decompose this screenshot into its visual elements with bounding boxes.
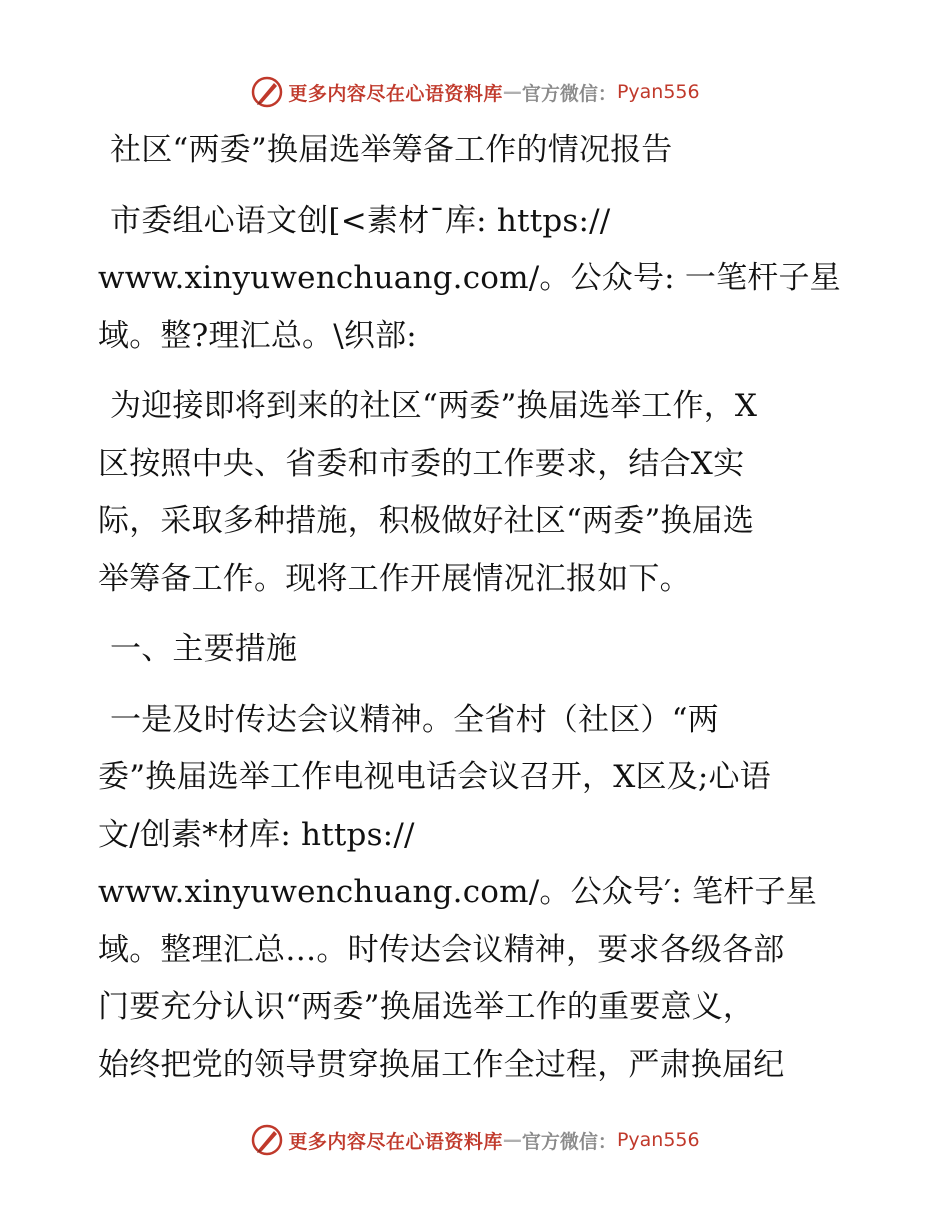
para3-line-1: 一是及时传达会议精神。全省村（社区）“两 bbox=[110, 701, 719, 738]
banner-main-text: 更多内容尽在心语资料库 bbox=[288, 82, 503, 105]
para3-line-5: 域。整理汇总…。时传达会议精神，要求各级各部 bbox=[98, 931, 785, 968]
para2-line-1: 为迎接即将到来的社区“两委”换届选举工作，X bbox=[110, 388, 758, 424]
para3-line-7: 始终把党的领导贯穿换届工作全过程，严肃换届纪 bbox=[98, 1046, 785, 1083]
quill-pen-logo-icon bbox=[250, 75, 284, 109]
banner-wechat-id: Pyan556 bbox=[616, 1129, 700, 1151]
para1-line-3: 域。整?理汇总。\织部: bbox=[98, 317, 417, 354]
banner-dash: — bbox=[502, 81, 522, 103]
para3-line-4: www.xinyuwenchuang.com/。公众号′: 笔杆子星 bbox=[98, 874, 817, 910]
section-heading-1: 一、主要措施 bbox=[110, 631, 298, 667]
header-watermark-banner bbox=[0, 72, 950, 112]
para3-line-2: 委”换届选举工作电视电话会议召开，X区及;心语 bbox=[98, 759, 771, 795]
para3-line-6: 门要充分认识“两委”换届选举工作的重要意义， bbox=[98, 989, 755, 1025]
footer-watermark-banner bbox=[0, 1120, 950, 1160]
banner-official-label: 官方微信： bbox=[521, 1130, 617, 1153]
para1-line-2: www.xinyuwenchuang.com/。公众号: 一笔杆子星 bbox=[98, 260, 841, 296]
para1-line-1: 市委组心语文创[<素材¯库: https:// bbox=[110, 202, 611, 239]
para3-line-3: 文/创素*材库: https:// bbox=[98, 816, 415, 853]
banner-main-text: 更多内容尽在心语资料库 bbox=[288, 1130, 503, 1153]
document-body bbox=[98, 122, 858, 1094]
document-title: 社区“两委”换届选举筹备工作的情况报告 bbox=[110, 132, 673, 168]
para2-line-4: 举筹备工作。现将工作开展情况汇报如下。 bbox=[98, 560, 691, 597]
banner-official-label: 官方微信： bbox=[521, 82, 617, 105]
banner-dash: — bbox=[502, 1129, 522, 1151]
para2-line-3: 际，采取多种措施，积极做好社区“两委”换届选 bbox=[98, 503, 755, 539]
para2-line-2: 区按照中央、省委和市委的工作要求，结合X实 bbox=[98, 445, 745, 482]
quill-pen-logo-icon bbox=[250, 1123, 284, 1157]
banner-wechat-id: Pyan556 bbox=[616, 81, 700, 103]
